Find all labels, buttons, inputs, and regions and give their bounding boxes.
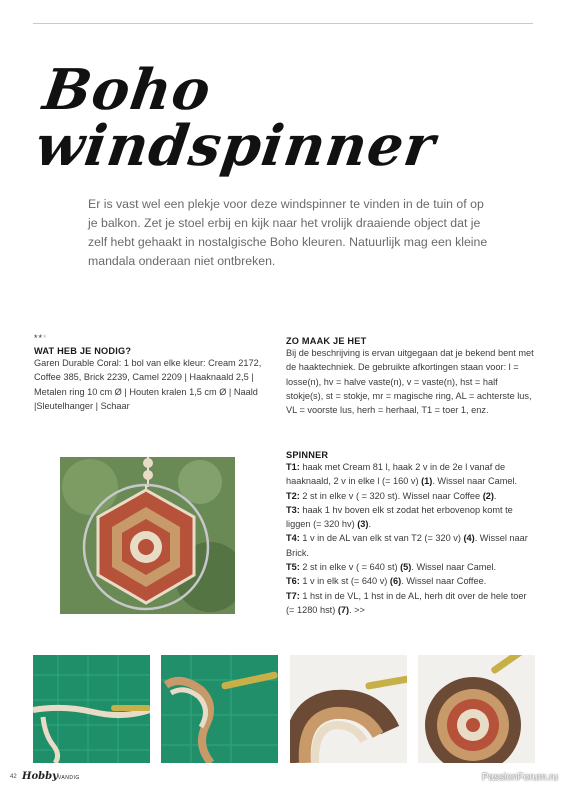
step-t2: T2: 2 st in elke v ( = 320 st). Wissel naar Coffee (2). (286, 490, 497, 501)
difficulty-stars (34, 333, 48, 343)
page-number: 42 (10, 774, 17, 780)
intro-paragraph: Er is vast wel een plekje voor deze windspinner te vinden in de tuin of op je balkon. Zet je stoel erbij en kijk naar het vrolijk draaiende object dat je zelf hebt gehaakt in nostalgische Boho kleuren. Natuurlijk mag een kleine mandala onderaan niet ontbreken. (88, 197, 488, 268)
page-title: Boho windspinner (31, 57, 440, 179)
howto-text: Bij de beschrijving is ervan uitgegaan dat je bekend bent met de haaktechniek. De gebruikte afkortingen staan voor: l = losse(n), hv = halve vaste(n), v = vaste(n), hst = half stokje(s), st = stokje, mr = magische ring, AL = achterste lus, VL = voorste lus, herh = herhaal, T1 = toer 1, enz. (286, 348, 534, 416)
step-photo-2 (161, 655, 278, 763)
step-t6: T6: 1 v in elk st (= 640 v) (6). Wissel naar Coffee. (286, 576, 487, 587)
difficulty-filled: ** (34, 333, 44, 343)
step-photo-1 (33, 655, 150, 763)
step-t3: T3: haak 1 hv boven elk st zodat het erbovenop komt te liggen (= 320 hv) (3). (286, 504, 513, 530)
howto-heading: ZO MAAK JE HET (286, 336, 367, 346)
materials-section (34, 346, 264, 413)
step-t4: T4: 1 v in de AL van elk st van T2 (= 320 v) (4). Wissel naar Brick. (286, 533, 528, 558)
spinner-section (286, 450, 536, 617)
step-photo-3 (290, 655, 407, 763)
spinner-steps (286, 460, 536, 617)
step-t5: T5: 2 st in elke v ( = 640 st) (5). Wissel naar Camel. (286, 562, 497, 573)
materials-text: Garen Durable Coral: 1 bol van elke kleur: Cream 2172, Coffee 385, Brick 2239, Camel 2209 | Haaknaald 2,5 | Metalen ring 10 cm Ø | Houten kralen 1,5 cm Ø | Naald |Sleutelhanger | Schaar (34, 358, 262, 411)
spinner-heading: SPINNER (286, 450, 329, 460)
materials-heading: WAT HEB JE NODIG? (34, 346, 132, 356)
step-t1: T1: haak met Cream 81 l, haak 2 v in de 2e l vanaf de haaknaald, 2 v in elke l (= 160 v) (1). Wissel naar Camel. (286, 462, 518, 487)
magazine-logo: HobbyVANDIG (22, 771, 80, 782)
windspinner-photo (60, 457, 235, 614)
step-t7: T7: 1 hst in de VL, 1 hst in de AL, herh dit over de hele toer (= 1280 hst) (7). >> (286, 590, 527, 615)
watermark: PassionForum.ru (481, 772, 558, 783)
step-photo-4 (418, 655, 535, 763)
howto-section (286, 336, 534, 417)
difficulty-empty: * (43, 333, 48, 343)
top-rule (33, 23, 533, 24)
